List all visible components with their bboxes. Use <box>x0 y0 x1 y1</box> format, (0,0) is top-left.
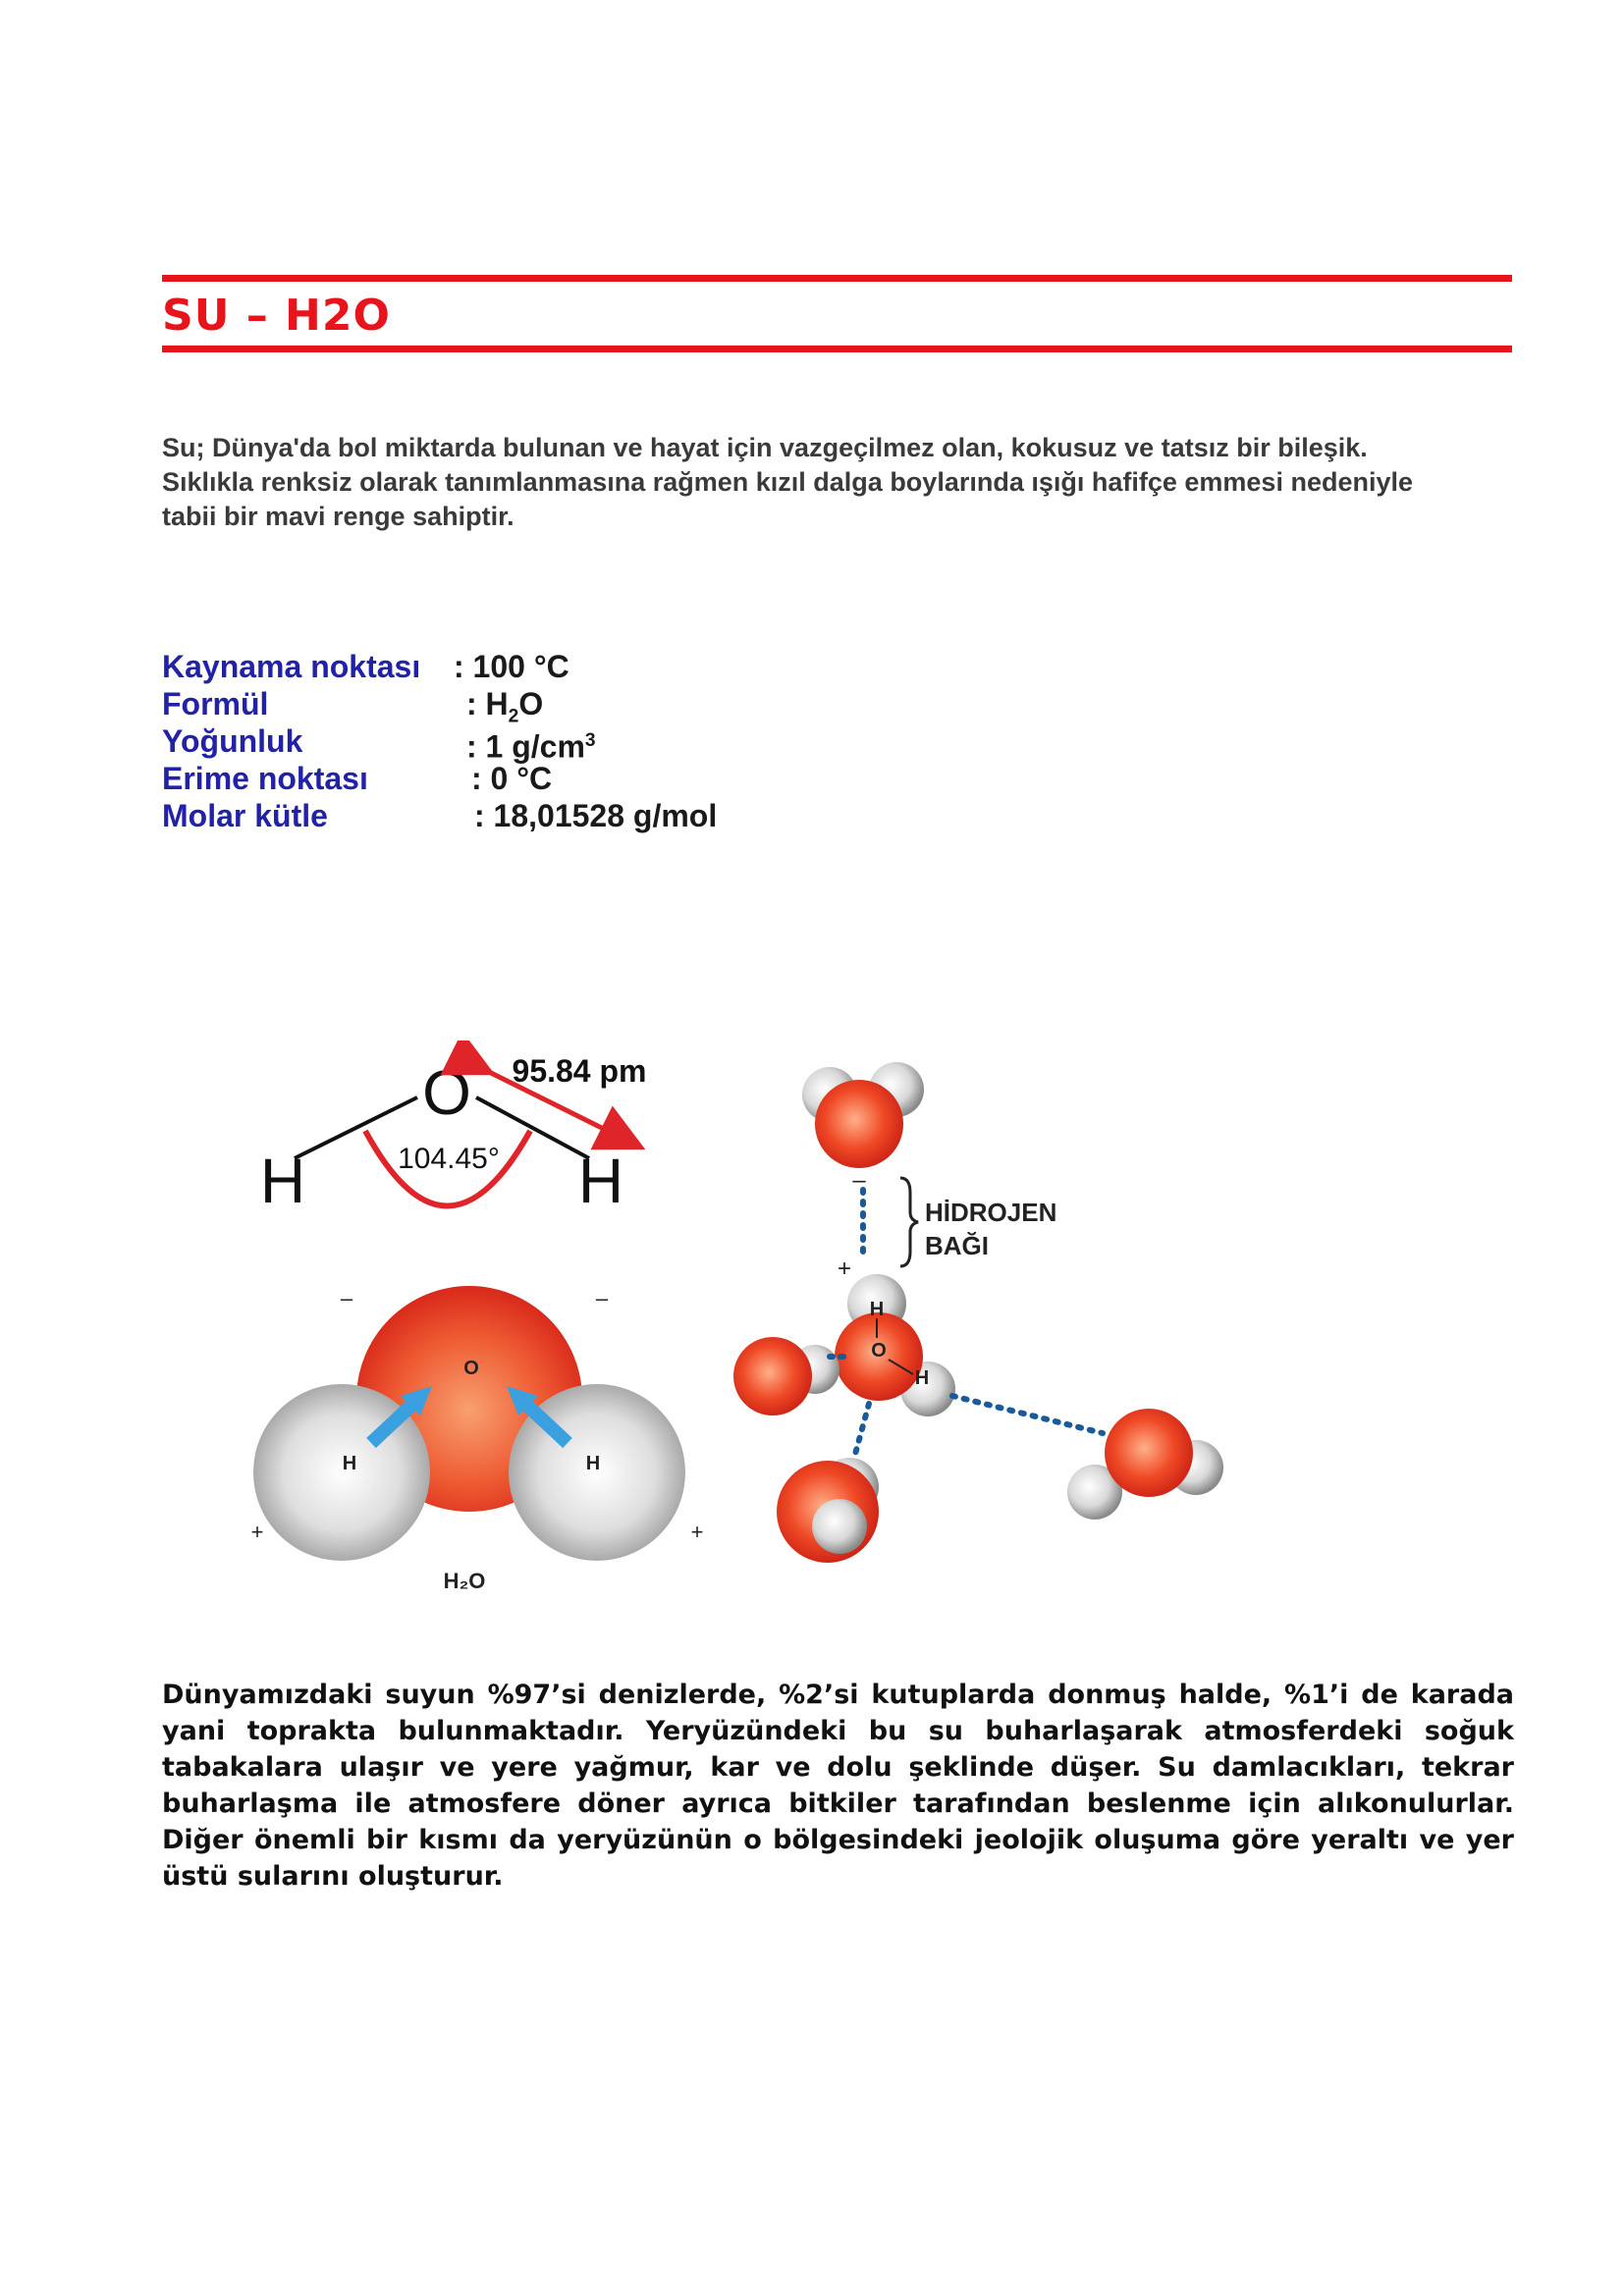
hydrogen-bond-right <box>952 1396 1103 1433</box>
hydrogen-bond-label-line2: BAĞI <box>925 1231 989 1260</box>
intro-paragraph: Su; Dünya'da bol miktarda bulunan ve hayat için vazgeçilmez olan, kokusuz ve tatsız bir bileşik. Sıklıkla renksiz olarak tanımlanmasına rağmen kızıl dalga boylarında ışığı hafifçe emmesi nedeniyle tabii bir mavi renge sahiptir. <box>162 433 1413 531</box>
page-title: SU – H2O <box>162 291 391 341</box>
bond-angle-label: 104.45° <box>398 1143 500 1175</box>
positive-charge-left: + <box>250 1520 264 1544</box>
hydrogen-atom-label-right: H <box>585 1453 601 1474</box>
title-rule-bottom <box>162 346 1512 352</box>
property-label: Formül <box>162 686 269 721</box>
hydrogen-atom-label-left: H <box>259 1146 306 1216</box>
hydrogen-atom-label-top: H <box>869 1299 885 1320</box>
oxygen-atom-label: O <box>463 1358 479 1379</box>
negative-charge: – <box>852 1167 866 1194</box>
property-label: Molar kütle <box>162 798 328 833</box>
hydrogen-atom-label-right: H <box>914 1367 930 1389</box>
bond-angle-diagram <box>255 1041 707 1261</box>
property-value: : 100 °C <box>454 649 569 684</box>
negative-charge-right: – <box>595 1286 609 1310</box>
water-molecule-right <box>1067 1409 1223 1520</box>
property-molar-mass <box>162 797 718 834</box>
properties-list <box>162 648 718 834</box>
bond-length-label: 95.84 pm <box>512 1053 647 1089</box>
property-label: Yoğunluk <box>162 723 303 759</box>
property-value: : 1 $g/cm^3$ <box>466 728 596 765</box>
property-melting-point <box>162 760 553 797</box>
positive-charge-right: + <box>690 1520 704 1544</box>
property-value: : $H_2O$ <box>466 686 544 727</box>
oxygen-atom-label: O <box>422 1057 471 1128</box>
water-molecule-left <box>733 1337 839 1415</box>
property-label: Erime noktası <box>162 761 368 796</box>
body-paragraph: Dünyamızdaki suyun %97’si denizlerde, %2’si kutuplarda donmuş halde, %1’i de karada yani toprakta bulunmaktadır. Yeryüzündeki bu su buharlaşarak atmosferdeki soğuk tabakalara ulaşır ve yere yağmur, kar ve dolu şeklinde düşer. Su damlacıkları, tekrar buharlaşma ile atmosfere döner ayrıca bitkiler tarafından beslenme için alıkonulurlar. Diğer önemli bir kısmı da yeryüzünün o bölgesindeki jeolojik oluşuma göre yeraltı ve yer üstü sularını oluşturur. <box>162 1680 1514 1892</box>
water-molecule-bottom <box>777 1458 879 1563</box>
property-value: : 18,01528 g/mol <box>474 798 718 833</box>
title-rule-top <box>162 275 1512 282</box>
water-molecule-top <box>802 1062 924 1168</box>
water-molecule-diagram <box>244 1276 710 1600</box>
water-molecule-center <box>835 1274 955 1416</box>
hydrogen-bond-bottom <box>854 1404 869 1458</box>
property-boiling-point <box>162 648 569 685</box>
hydrogen-bond-label-line1: HİDROJEN <box>925 1198 1057 1227</box>
oxygen-atom-label: O <box>871 1340 887 1362</box>
property-formula <box>162 685 544 727</box>
negative-charge-left: – <box>340 1286 353 1310</box>
hydrogen-atom-label-right: H <box>577 1146 624 1216</box>
property-label: Kaynama noktası <box>162 649 421 684</box>
positive-charge: + <box>837 1255 852 1282</box>
molecule-caption: H₂O <box>443 1569 486 1593</box>
hydrogen-atom-label-left: H <box>342 1453 357 1474</box>
property-value: : 0 °C <box>471 761 553 796</box>
bracket <box>900 1178 918 1266</box>
property-density <box>162 722 596 765</box>
hydrogen-bond-diagram <box>731 1041 1247 1595</box>
